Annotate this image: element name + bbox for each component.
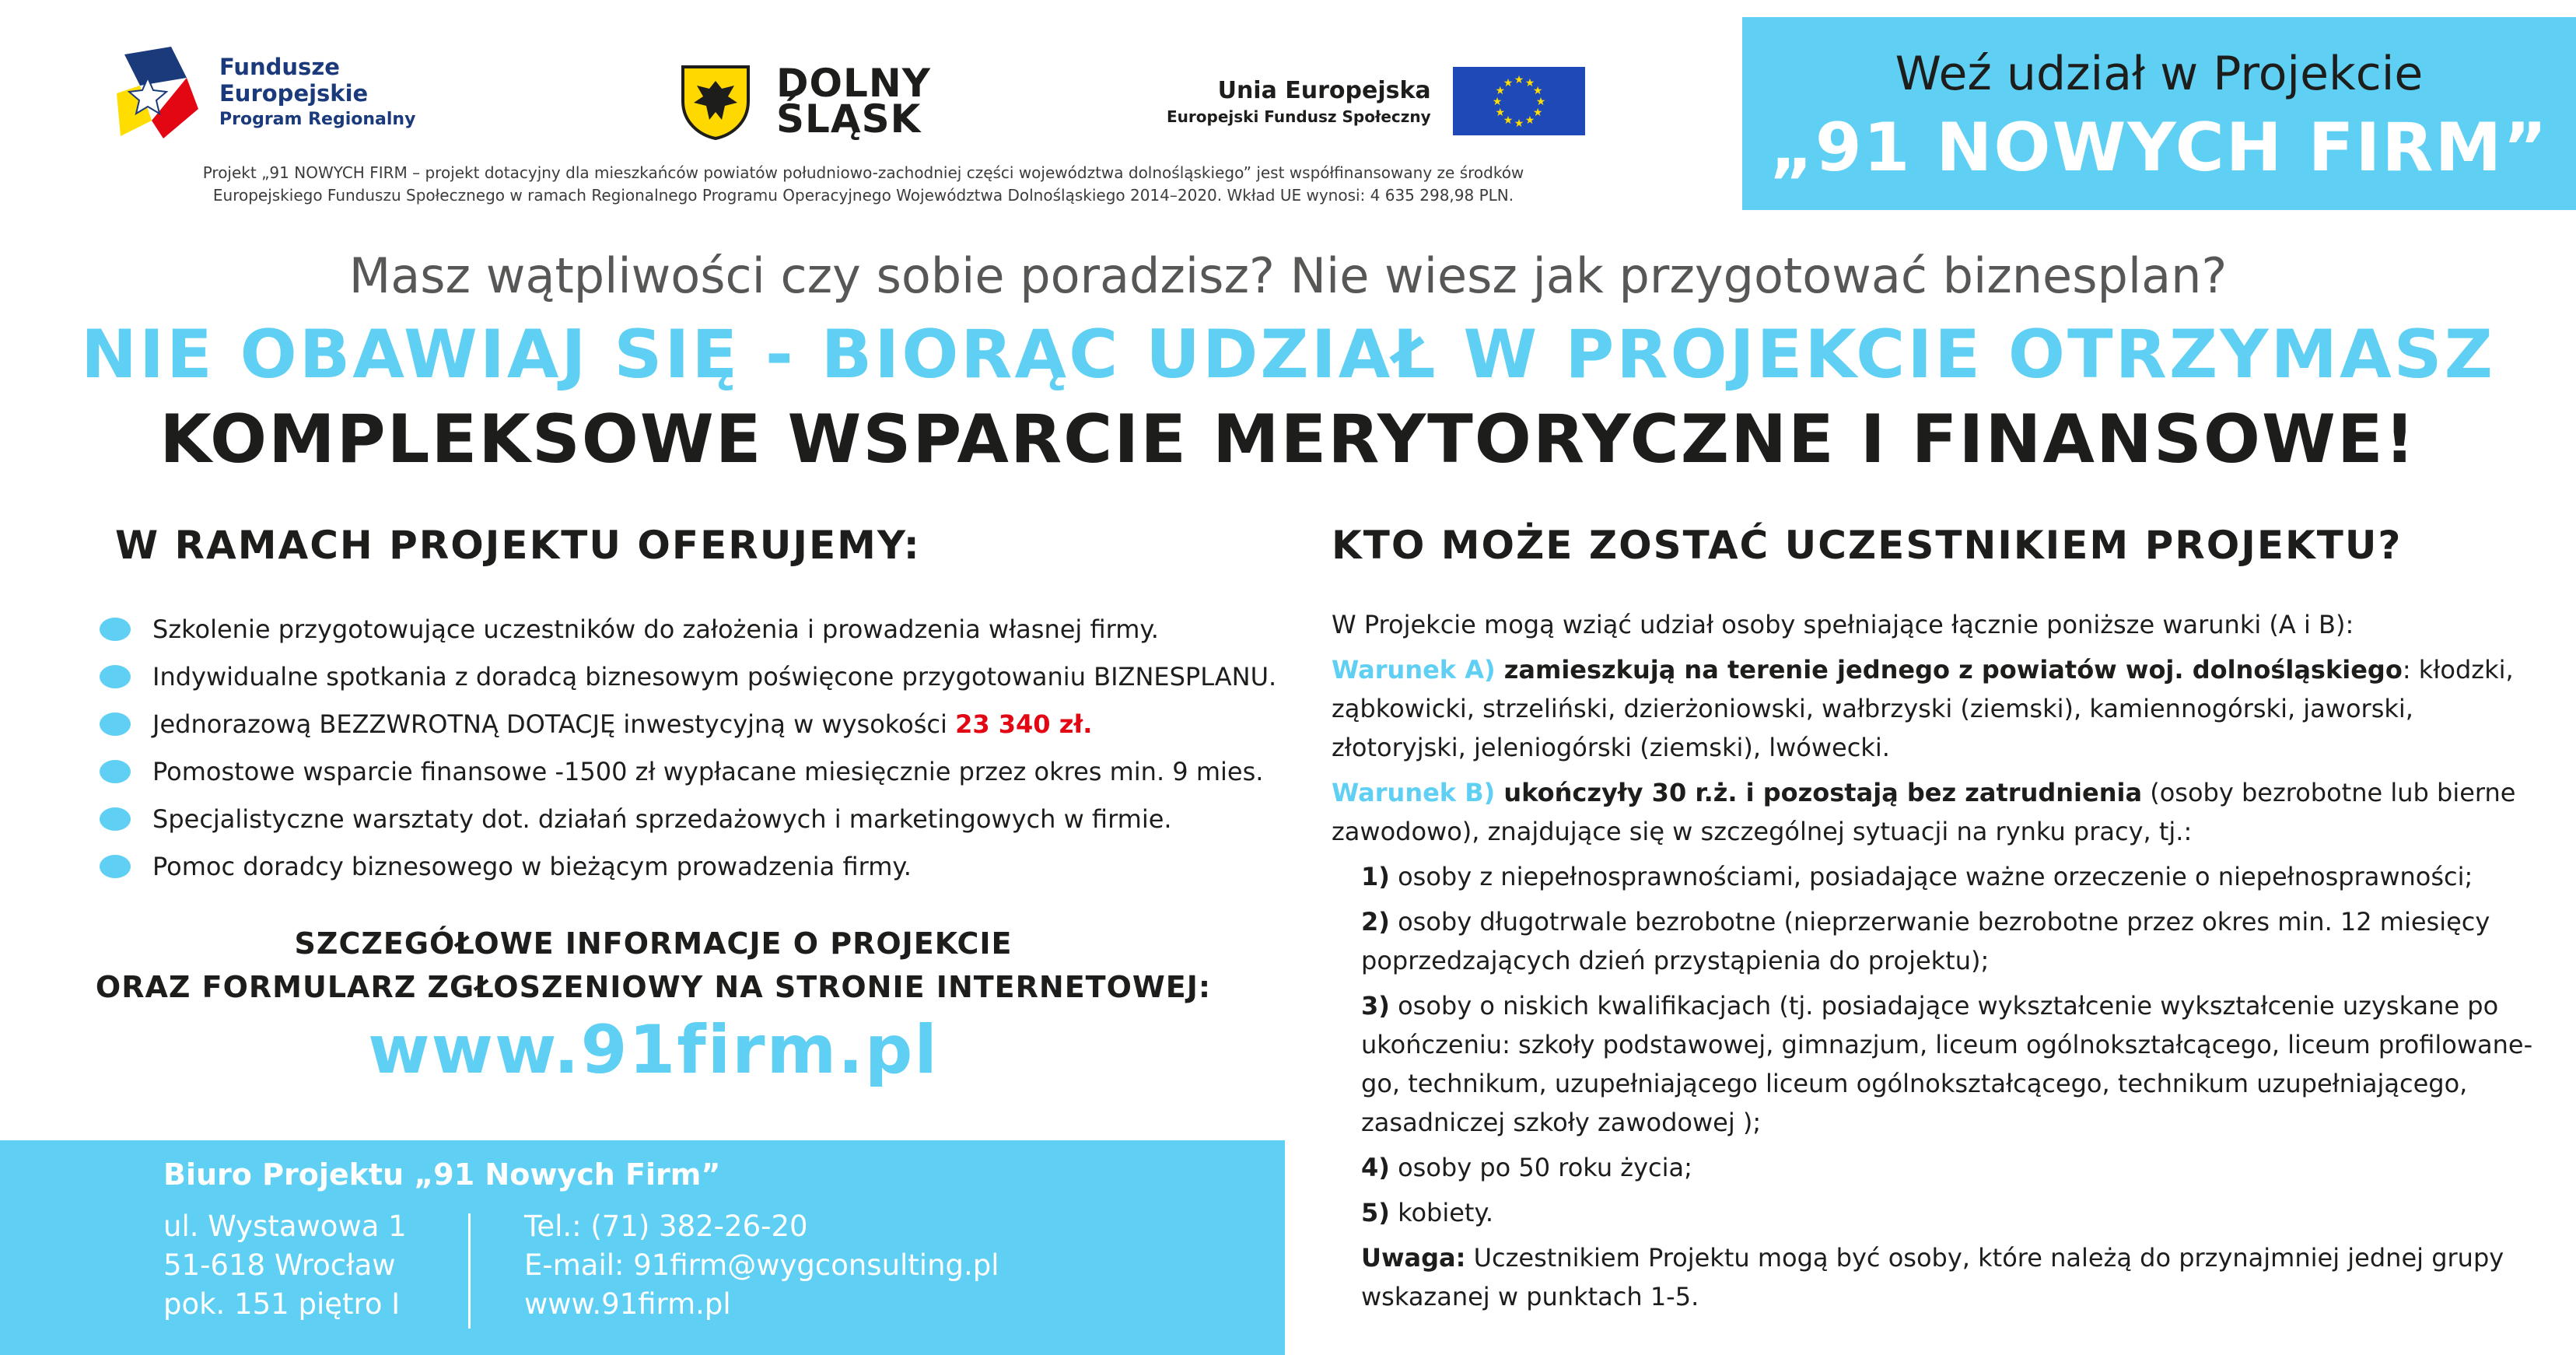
eu-star: ★: [1524, 76, 1535, 89]
banner-line1: Weź udział w Projekcie: [1895, 47, 2424, 101]
group-item: [1332, 1193, 2545, 1232]
grant-suffix: .: [1083, 709, 1093, 739]
offer-item-text: Specjalistyczne warsztaty dot. działań sprzedażowych i marketingowych w firmie.: [152, 804, 1172, 834]
bullet-icon: [100, 618, 131, 641]
fe-line1: Fundusze: [219, 54, 340, 80]
eagle-shield-icon: [677, 62, 754, 140]
fundusze-europejskie-logo: [117, 47, 443, 140]
ds-line2: ŚLĄSK: [776, 96, 922, 142]
condition-a: [1332, 650, 2545, 767]
cofinancing-disclaimer: [47, 162, 1680, 207]
condition-a-bold: zamieszkują na terenie jednego z powiatów woj. dolnośląskiego: [1495, 655, 2403, 685]
eligibility-title: KTO MOŻE ZOSTAĆ UCZESTNIKIEM PROJEKTU?: [1332, 523, 2403, 568]
offer-item-text: Pomoc doradcy biznesowego w bieżącym prowadzenia firmy.: [152, 851, 912, 881]
eu-star: ★: [1495, 85, 1505, 97]
offer-item: [100, 700, 1297, 748]
eu-flag-icon: [1453, 67, 1585, 135]
condition-b: [1332, 773, 2545, 851]
headline-question: Masz wątpliwości czy sobie poradzisz? Nie wiesz jak przygotować biznesplan?: [348, 247, 2228, 304]
offer-item: [100, 795, 1297, 842]
office-title: Biuro Projektu „91 Nowych Firm”: [163, 1157, 721, 1192]
condition-a-label: Warunek A): [1332, 655, 1496, 685]
bullet-icon: [100, 855, 131, 878]
eu-star: ★: [1535, 96, 1545, 108]
disclaimer-line2: Europejskiego Funduszu Społecznego w ramach Regionalnego Programu Operacyjnego Województwa Dolnośląskiego 2014–2020. Wkład UE wynosi: 4 635 298,98 PLN.: [212, 186, 1514, 205]
group-item: [1332, 986, 2545, 1142]
unia-europejska-logo: [1167, 62, 1633, 140]
ue-line1: Unia Europejska: [1217, 77, 1431, 104]
eu-star: ★: [1514, 117, 1524, 130]
eu-star: ★: [1532, 85, 1543, 97]
bullet-icon: [100, 760, 131, 783]
offer-title: W RAMACH PROJEKTU OFERUJEMY:: [115, 523, 921, 568]
email[interactable]: E-mail: 91firm@wygconsulting.pl: [524, 1248, 999, 1282]
bullet-icon: [100, 665, 131, 688]
group-item: [1332, 857, 2545, 896]
condition-b-label: Warunek B): [1332, 778, 1496, 807]
disclaimer-line1: Projekt „91 NOWYCH FIRM – projekt dotacyjny dla mieszkańców powiatów południowo-zachodniej części województwa dolnośląskiego” jest współfinansowany ze środków: [202, 163, 1524, 182]
group-text: osoby długotrwale bezrobotne (nieprzerwanie bezrobotne przez okres min. 12 miesięcy poprzedzających dzień przystąpienia do projektu);: [1361, 907, 2490, 975]
grant-text: Jednorazową BEZZWROTNĄ DOTACJĘ inwestycyjną w wysokości: [152, 709, 956, 739]
info-block: [78, 922, 1229, 1009]
phone: Tel.: (71) 382-26-20: [524, 1210, 808, 1243]
info-line1: SZCZEGÓŁOWE INFORMACJE O PROJEKCIE: [294, 926, 1013, 961]
project-office-box: [0, 1140, 1285, 1355]
eligibility-intro: W Projekcie mogą wziąć udział osoby spełniające łącznie poniższe warunki (A i B):: [1332, 610, 2354, 639]
office-address: [163, 1207, 407, 1324]
offer-item-text: [152, 709, 1092, 739]
ue-line2: Europejski Fundusz Społeczny: [1167, 107, 1431, 126]
offer-item: [100, 748, 1297, 795]
address-line2: 51-618 Wrocław: [163, 1248, 396, 1282]
eu-star: ★: [1492, 96, 1502, 108]
banner-project-name: „91 NOWYCH FIRM”: [1769, 109, 2549, 187]
group-number: 5): [1361, 1198, 1390, 1227]
group-number: 2): [1361, 907, 1390, 937]
eu-star: ★: [1532, 107, 1543, 119]
bullet-icon: [100, 807, 131, 831]
offer-item: [100, 842, 1297, 890]
note-text: Uczestnikiem Projektu mogą być osoby, które należą do przynajmniej jednej grupy wskazanej w punktach 1-5.: [1361, 1243, 2504, 1311]
note: [1332, 1238, 2545, 1316]
eu-star: ★: [1495, 107, 1505, 119]
headline-cyan: NIE OBAWIAJ SIĘ - BIORĄC UDZIAŁ W PROJEKCIE OTRZYMASZ: [81, 316, 2495, 394]
condition-a-text: : kłodzki, ząbkowicki, strzeliński, dzierżoniowski, wałbrzyski (ziemski), kamiennogórski, jaworski, złotoryjski, jeleniogórski (ziemski), lwówecki.: [1332, 655, 2514, 762]
info-line2: ORAZ FORMULARZ ZGŁOSZENIOWY NA STRONIE INTERNETOWEJ:: [95, 970, 1212, 1004]
condition-b-text: (osoby bezrobotne lub bierne zawodowo), znajdujące się w szczególnej sytuacji na rynku pracy, tj.:: [1332, 778, 2516, 846]
offer-list: [100, 605, 1297, 890]
group-text: osoby o niskich kwalifikacjach (tj. posiadające wykształcenie wykształcenie uzyskane po ukończeniu: szkoły podstawowej, gimnazjum, liceum ogólnokształcącego, liceum profilowane-go, technikum, uzupełniającego liceum ogólnokształcącego, technikum uzupełniającego, zasadniczej szkoły zawodowej );: [1361, 991, 2533, 1137]
eligibility-body: [1332, 605, 2545, 1322]
website-link[interactable]: www.91firm.pl: [368, 1011, 939, 1089]
group-item: [1332, 1148, 2545, 1187]
office-contact: [524, 1207, 999, 1324]
eu-star: ★: [1503, 76, 1513, 89]
office-divider: [468, 1213, 471, 1329]
offer-item: [100, 653, 1297, 700]
group-item: [1332, 902, 2545, 980]
headline-black: KOMPLEKSOWE WSPARCIE MERYTORYCZNE I FINANSOWE!: [159, 401, 2417, 478]
eu-star: ★: [1503, 114, 1513, 128]
office-website[interactable]: www.91firm.pl: [524, 1287, 731, 1321]
dolny-slask-logo: [677, 62, 964, 140]
address-line3: pok. 151 piętro I: [163, 1287, 401, 1321]
group-number: 3): [1361, 991, 1390, 1021]
offer-item-text: Pomostowe wsparcie finansowe -1500 zł wypłacane miesięcznie przez okres min. 9 mies.: [152, 756, 1264, 786]
address-line1: ul. Wystawowa 1: [163, 1210, 407, 1243]
note-label: Uwaga:: [1361, 1243, 1466, 1273]
offer-item: [100, 605, 1297, 653]
fe-line3: Program Regionalny: [219, 110, 416, 129]
grant-amount: 23 340 zł: [955, 709, 1083, 739]
fe-star-icon: [117, 47, 202, 140]
eu-star: ★: [1514, 74, 1524, 86]
offer-item-text: Szkolenie przygotowujące uczestników do założenia i prowadzenia własnej firmy.: [152, 614, 1159, 644]
project-banner: [1742, 17, 2576, 210]
group-number: 1): [1361, 862, 1390, 891]
eu-star: ★: [1524, 114, 1535, 128]
bullet-icon: [100, 713, 131, 736]
group-number: 4): [1361, 1153, 1390, 1182]
condition-b-bold: ukończyły 30 r.ż. i pozostają bez zatrudnienia: [1495, 778, 2143, 807]
offer-item-text: Indywidualne spotkania z doradcą biznesowym poświęcone przygotowaniu BIZNESPLANU.: [152, 661, 1277, 692]
ds-line1: DOLNY: [776, 61, 931, 106]
group-text: osoby z niepełnosprawnościami, posiadające ważne orzeczenie o niepełnosprawności;: [1389, 862, 2473, 891]
group-text: osoby po 50 roku życia;: [1389, 1153, 1692, 1182]
group-text: kobiety.: [1389, 1198, 1494, 1227]
fe-line2: Europejskie: [219, 80, 369, 107]
